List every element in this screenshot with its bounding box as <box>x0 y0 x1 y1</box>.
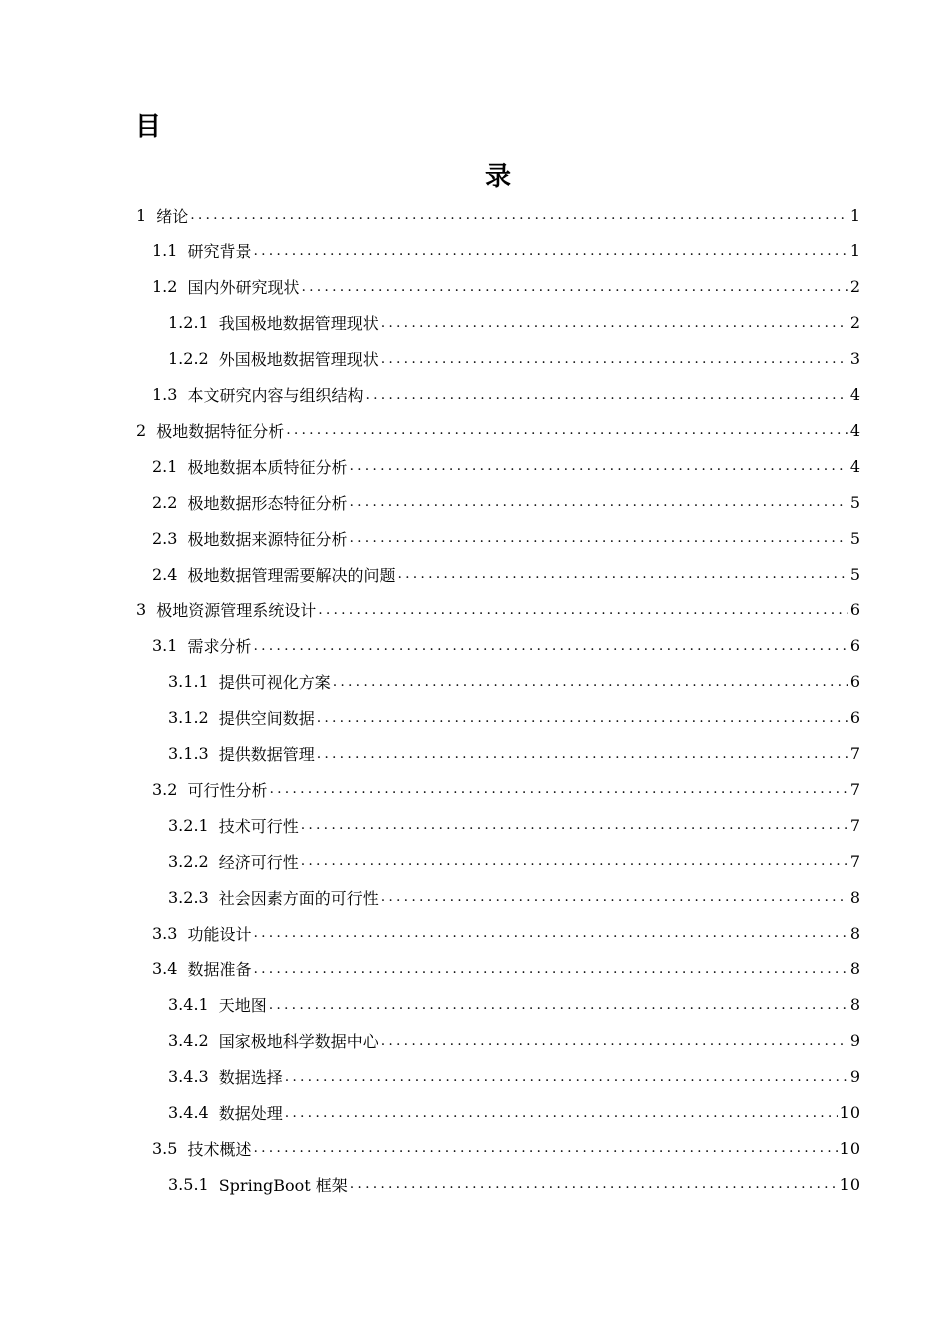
toc-entry[interactable] <box>168 1059 860 1095</box>
toc-entry-page-number: 4 <box>849 456 860 476</box>
toc-entry[interactable] <box>152 484 860 520</box>
toc-entry-leader-dots <box>190 197 848 233</box>
toc-entry-number: 3.1.1 <box>168 672 209 692</box>
toc-entry-title: 极地数据来源特征分析 <box>187 529 348 549</box>
toc-entry-leader-dots <box>286 412 848 448</box>
toc-entry-number: 2.1 <box>152 456 178 476</box>
toc-entry-number: 3.1.2 <box>168 708 209 728</box>
toc-entry-leader-dots <box>317 736 848 772</box>
toc-entry-page-number: 8 <box>849 887 860 907</box>
toc-entry-leader-dots <box>349 448 847 484</box>
page-title-part-2: 录 <box>485 162 512 192</box>
toc-entry-leader-dots <box>381 305 848 341</box>
toc-entry-leader-dots <box>253 915 847 951</box>
toc-entry[interactable] <box>168 700 860 736</box>
toc-entry-title: 可行性分析 <box>187 780 268 800</box>
toc-entry[interactable] <box>168 807 860 843</box>
toc-entry-number: 1.3 <box>152 385 178 404</box>
toc-entry-page-number: 8 <box>849 995 860 1015</box>
toc-entry[interactable] <box>168 736 860 772</box>
toc-entry-page-number: 6 <box>849 600 860 620</box>
toc-entry-title: 国内外研究现状 <box>187 278 300 298</box>
toc-entry-number: 3.5.1 <box>168 1174 209 1194</box>
toc-entry-number: 3.4.4 <box>168 1103 209 1122</box>
toc-entry[interactable] <box>168 305 860 341</box>
toc-entry-title: 研究背景 <box>187 242 252 262</box>
toc-entry-leader-dots <box>318 592 848 628</box>
toc-entry-leader-dots <box>381 341 848 377</box>
toc-entry[interactable] <box>152 628 860 664</box>
toc-entry-leader-dots <box>397 556 847 592</box>
toc-entry-number: 1.2 <box>152 277 178 297</box>
toc-entry-page-number: 2 <box>849 277 860 297</box>
toc-entry-page-number: 10 <box>839 1138 860 1158</box>
toc-entry-page-number: 10 <box>839 1103 860 1122</box>
toc-entry-leader-dots <box>301 807 848 843</box>
toc-entry-number: 3.1 <box>152 636 178 656</box>
toc-entry-leader-dots <box>301 269 847 305</box>
toc-entry-leader-dots <box>269 987 848 1023</box>
toc-entry-number: 3.1.3 <box>168 744 209 763</box>
toc-entry-page-number: 5 <box>849 564 860 584</box>
toc-entry-title: 国家极地科学数据中心 <box>218 1032 379 1052</box>
toc-entry-title: 我国极地数据管理现状 <box>218 314 379 334</box>
toc-entry-title: SpringBoot 框架 <box>218 1175 348 1195</box>
toc-entry-title: 极地数据本质特征分析 <box>187 457 348 477</box>
toc-entry[interactable] <box>152 556 860 592</box>
toc-entry[interactable] <box>152 951 860 987</box>
toc-entry-title: 技术可行性 <box>218 816 299 836</box>
toc-entry-title: 天地图 <box>218 996 267 1016</box>
toc-entry-number: 1.2.2 <box>168 349 209 369</box>
toc-entry-leader-dots <box>381 1023 848 1059</box>
toc-entry-page-number: 1 <box>849 205 860 225</box>
toc-entry[interactable] <box>152 233 860 269</box>
toc-entry-number: 3.5 <box>152 1138 178 1158</box>
toc-entry-leader-dots <box>365 377 847 413</box>
toc-entry-leader-dots <box>349 484 847 520</box>
toc-entry-page-number: 4 <box>849 420 860 440</box>
toc-entry-number: 3.4.2 <box>168 1031 209 1051</box>
toc-entry-number: 3.4.1 <box>168 995 209 1015</box>
toc-entry-page-number: 5 <box>849 528 860 548</box>
toc-entry-title: 极地数据形态特征分析 <box>187 493 348 513</box>
toc-entry-title: 数据处理 <box>218 1104 283 1123</box>
toc-entry-title: 需求分析 <box>187 637 252 657</box>
toc-entry-number: 2.4 <box>152 564 178 584</box>
toc-entry-title: 提供数据管理 <box>218 745 315 764</box>
toc-entry[interactable] <box>152 520 860 556</box>
toc-entry-page-number: 7 <box>849 744 860 763</box>
toc-entry-title: 数据准备 <box>187 960 252 980</box>
toc-entry-number: 3.2.1 <box>168 815 209 835</box>
page-title-part-1: 目 <box>135 112 162 142</box>
toc-entry[interactable] <box>152 915 860 951</box>
toc-entry[interactable] <box>136 197 860 233</box>
toc-entry-title: 提供空间数据 <box>218 709 315 729</box>
toc-entry-title: 数据选择 <box>218 1068 283 1088</box>
toc-entry[interactable] <box>152 377 860 413</box>
toc-entry[interactable] <box>168 1095 860 1131</box>
toc-entry[interactable] <box>168 1166 860 1202</box>
toc-entry-title: 提供可视化方案 <box>218 673 331 693</box>
toc-entry-leader-dots <box>253 951 847 987</box>
toc-entry-title: 极地数据管理需要解决的问题 <box>187 565 396 585</box>
toc-entry-number: 2.2 <box>152 492 178 512</box>
toc-entry-leader-dots <box>285 1059 848 1095</box>
toc-entry-leader-dots <box>381 879 848 915</box>
toc-entry-leader-dots <box>269 771 847 807</box>
toc-entry-page-number: 6 <box>849 636 860 656</box>
toc-entry[interactable] <box>152 1130 860 1166</box>
toc-entry-number: 2 <box>136 420 147 440</box>
toc-entry-title: 经济可行性 <box>218 852 299 872</box>
toc-entry[interactable] <box>136 412 860 448</box>
toc-entry-page-number: 8 <box>849 959 860 979</box>
toc-entry[interactable] <box>168 341 860 377</box>
toc-entry-number: 1 <box>136 205 147 225</box>
toc-entry-number: 3.4.3 <box>168 1067 209 1087</box>
toc-entry-number: 3.2 <box>152 779 178 799</box>
toc-entry-page-number: 5 <box>849 492 860 512</box>
toc-entry-title: 本文研究内容与组织结构 <box>187 386 364 405</box>
toc-entry-title: 绪论 <box>156 206 189 226</box>
toc-entry-leader-dots <box>350 1166 838 1202</box>
toc-entry-number: 1.2.1 <box>168 313 209 333</box>
toc-entry[interactable] <box>152 269 860 305</box>
toc-entry-page-number: 7 <box>849 851 860 871</box>
toc-entry[interactable] <box>152 771 860 807</box>
toc-entry-title: 功能设计 <box>187 924 252 944</box>
toc-entry-page-number: 7 <box>849 815 860 835</box>
toc-entry-page-number: 3 <box>849 349 860 369</box>
toc-entry-number: 1.1 <box>152 241 178 261</box>
toc-entry-title: 极地资源管理系统设计 <box>156 601 317 621</box>
toc-entry-page-number: 6 <box>849 708 860 728</box>
toc-entry-leader-dots <box>253 628 847 664</box>
toc-entry-title: 极地数据特征分析 <box>156 421 285 441</box>
toc-entry-leader-dots <box>333 664 848 700</box>
toc-entry-leader-dots <box>317 700 848 736</box>
toc-entry-title: 社会因素方面的可行性 <box>218 888 379 908</box>
toc-entry-page-number: 4 <box>849 385 860 404</box>
toc-entry-page-number: 9 <box>849 1031 860 1051</box>
toc-entry-leader-dots <box>301 843 848 879</box>
toc-entry[interactable] <box>168 879 860 915</box>
toc-entry[interactable] <box>168 987 860 1023</box>
toc-entry-page-number: 9 <box>849 1067 860 1087</box>
toc-entry-page-number: 1 <box>849 241 860 261</box>
toc-entry-number: 3.2.2 <box>168 851 209 871</box>
toc-entry-leader-dots <box>253 233 847 269</box>
toc-entry-page-number: 10 <box>839 1174 860 1194</box>
toc-entry-title: 技术概述 <box>187 1139 252 1159</box>
toc-entry-page-number: 7 <box>849 779 860 799</box>
toc-entry-page-number: 2 <box>849 313 860 333</box>
toc-entry-page-number: 8 <box>849 923 860 943</box>
toc-entry-page-number: 6 <box>849 672 860 692</box>
toc-entry[interactable] <box>168 843 860 879</box>
toc-entry-leader-dots <box>253 1130 837 1166</box>
toc-entry-leader-dots <box>285 1095 838 1131</box>
toc-entry-leader-dots <box>349 520 847 556</box>
toc-entry-number: 3.4 <box>152 959 178 979</box>
toc-entry[interactable] <box>168 664 860 700</box>
toc-entry-number: 3 <box>136 600 147 620</box>
toc-entry-title: 外国极地数据管理现状 <box>218 350 379 370</box>
toc-entry[interactable] <box>168 1023 860 1059</box>
toc-entry-number: 2.3 <box>152 528 178 548</box>
toc-entry[interactable] <box>152 448 860 484</box>
toc-entry-number: 3.2.3 <box>168 887 209 907</box>
toc-entry-number: 3.3 <box>152 923 178 943</box>
toc-entry[interactable] <box>136 592 860 628</box>
